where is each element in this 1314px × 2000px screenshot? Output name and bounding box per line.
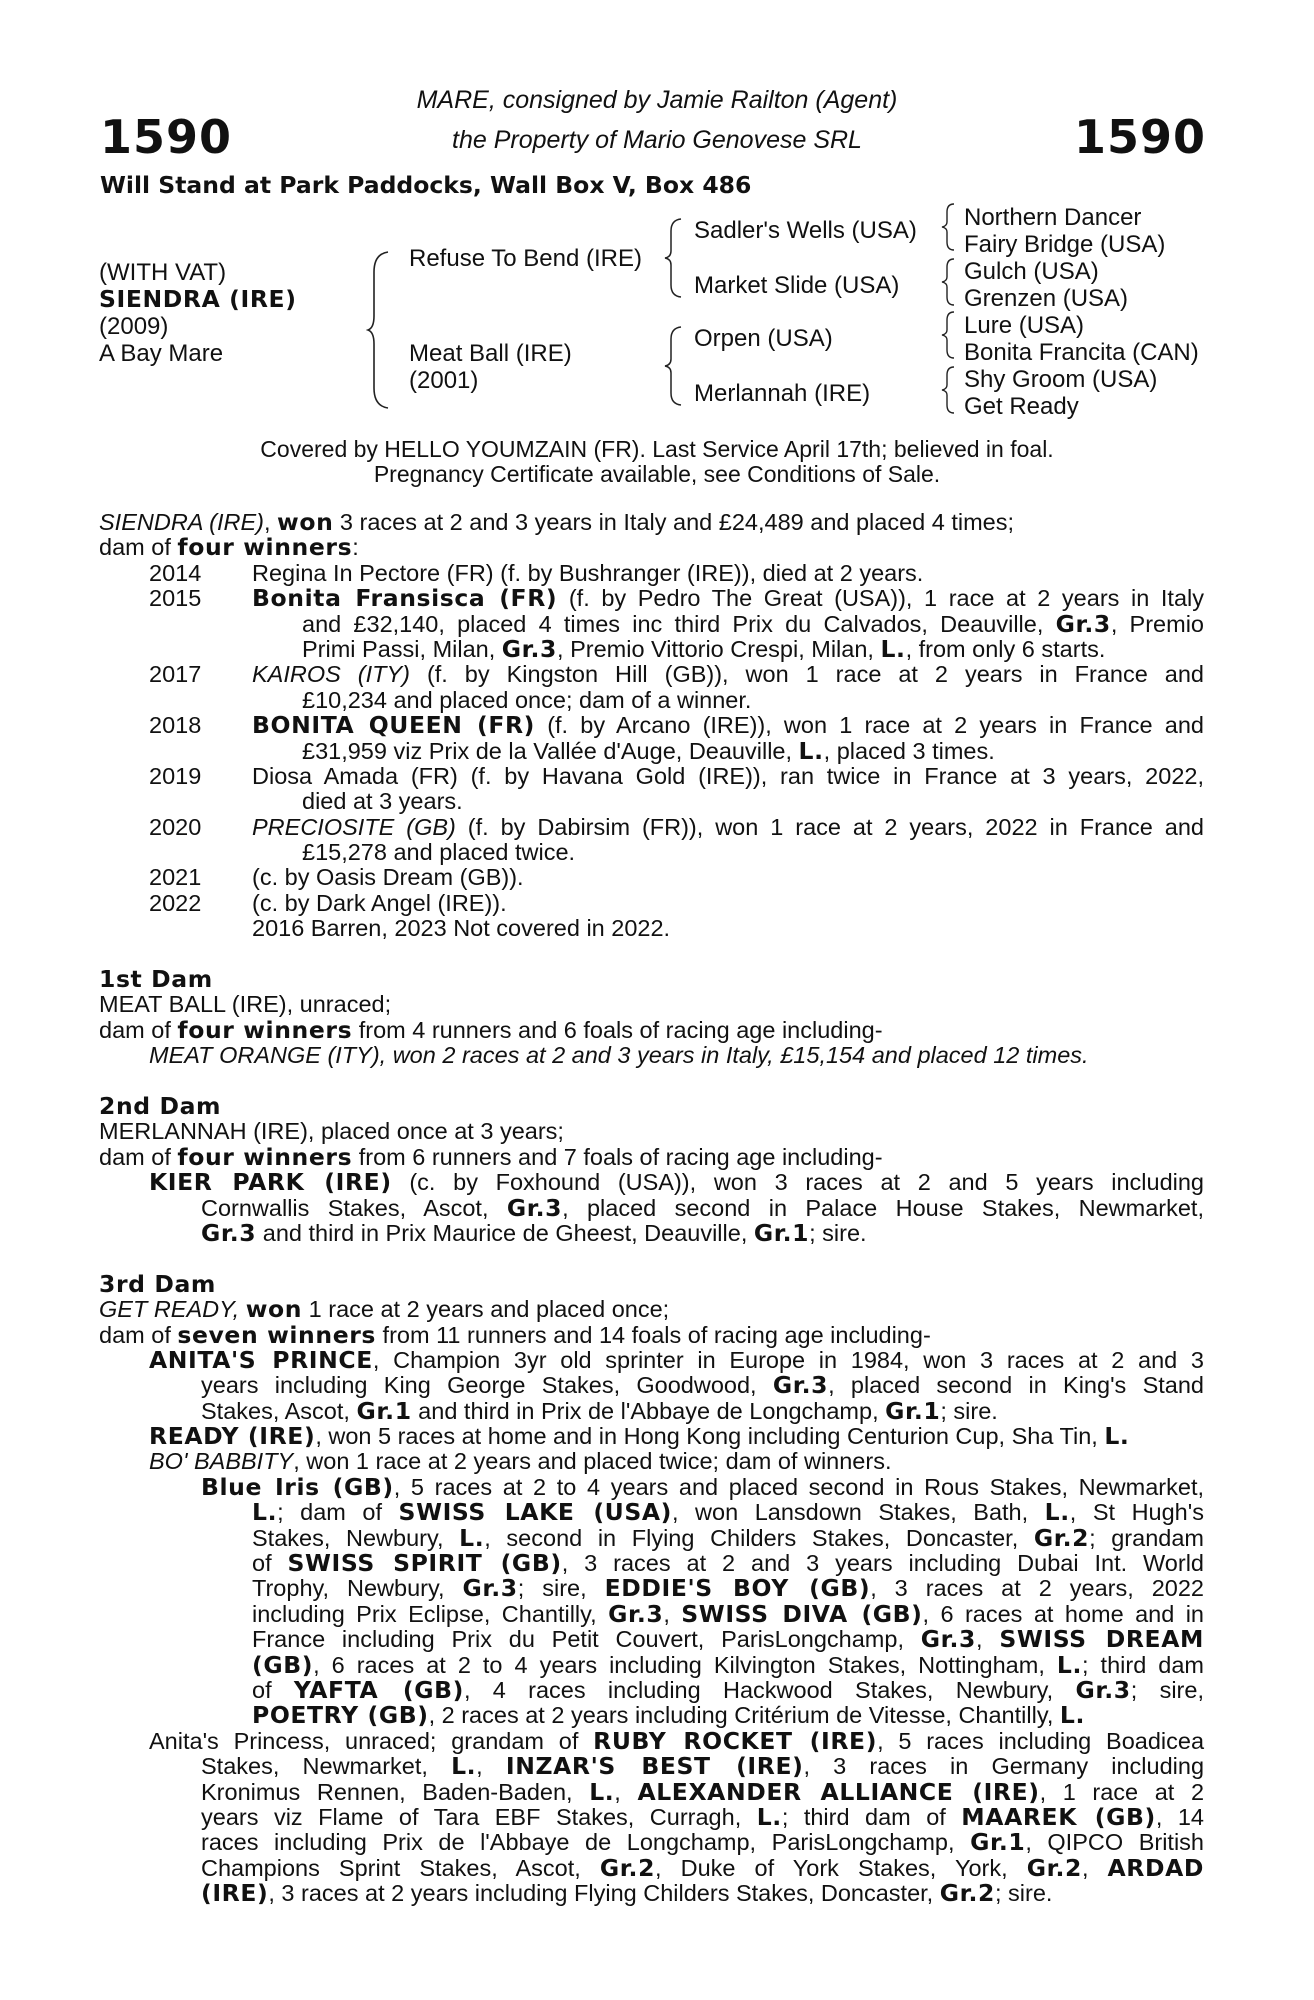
sire-sire: Sadler's Wells (USA) (694, 217, 917, 244)
produce-2019: 2019 Diosa Amada (FR) (f. by Havana Gold (IRE)), ran twice in France at 3 years, 2022, (149, 762, 1204, 789)
produce-barren-note: 2016 Barren, 2023 Not covered in 2022. (252, 915, 671, 942)
anitas-princess: Anita's Princess, unraced; grandam of RUBY ROCKET (IRE), 5 races including Boadicea (149, 1726, 1205, 1755)
blue-iris-line3: Stakes, Newbury, L., second in Flying Childers Stakes, Doncaster, Gr.2; grandam (252, 1523, 1204, 1552)
second-dam-kier-park: KIER PARK (IRE) (c. by Foxhound (USA)), won 3 races at 2 and 5 years including (149, 1168, 1204, 1197)
sire: Refuse To Bend (IRE) (409, 245, 643, 272)
third-dam-section (0, 1269, 1314, 1908)
first-dam-meat-orange: MEAT ORANGE (ITY), won 2 races at 2 and 3 years in Italy, £15,154 and placed 12 times. (149, 1042, 1089, 1069)
pregnancy-note: Pregnancy Certificate available, see Conditions of Sale. (373, 461, 941, 487)
ready-ire: READY (IRE), won 5 races at home and in Hong Kong including Centurion Cup, Sha Tin, L. (149, 1422, 1130, 1451)
ancestor-lure: Lure (USA) (964, 312, 1085, 339)
second-dam-line1: MERLANNAH (IRE), placed once at 3 years; (99, 1118, 564, 1145)
property-line: the Property of Mario Genovese SRL (452, 126, 862, 154)
brace-g1 (940, 202, 958, 252)
anitas-princess-line6: Champions Sprint Stakes, Ascot, Gr.2, Duke of York Stakes, York, Gr.2, ARDAD (201, 1853, 1204, 1882)
produce-2018-line2: £31,959 viz Prix de la Vallée d'Auge, Deauville, L., placed 3 times. (302, 736, 995, 765)
blue-iris-line5: Trophy, Newbury, Gr.3; sire, EDDIE'S BOY (GB), 3 races at 2 years, 2022 (252, 1574, 1205, 1603)
dam-dam: Merlannah (IRE) (694, 380, 871, 407)
produce-2015-line3: Primi Passi, Milan, Gr.3, Premio Vittorio Crespi, Milan, L., from only 6 starts. (302, 634, 1106, 663)
anitas-prince-line3: Stakes, Ascot, Gr.1 and third in Prix de l'Abbaye de Longchamp, Gr.1; sire. (201, 1396, 998, 1425)
covering-note: Covered by HELLO YOUMZAIN (FR). Last Service April 17th; believed in foal. (260, 436, 1054, 462)
blue-iris-line4: of SWISS SPIRIT (GB), 3 races at 2 and 3 years including Dubai Int. World (252, 1549, 1204, 1578)
sire-dam: Market Slide (USA) (694, 272, 900, 299)
ancestor-grenzen: Grenzen (USA) (964, 285, 1129, 312)
dam: Meat Ball (IRE) (409, 340, 572, 367)
bo-babbity: BO' BABBITY, won 1 race at 2 years and placed twice; dam of winners. (149, 1448, 892, 1475)
third-dam-line2: dam of seven winners from 11 runners and 14 foals of racing age including- (99, 1320, 931, 1349)
brace-g3 (940, 310, 958, 360)
ancestor-get-ready: Get Ready (964, 393, 1079, 420)
produce-2018: 2018 BONITA QUEEN (FR) (f. by Arcano (IRE)), won 1 race at 2 years in France and (149, 711, 1205, 740)
ancestor-fairy-bridge: Fairy Bridge (USA) (964, 231, 1166, 258)
produce-2021: 2021 (c. by Oasis Dream (GB)). (149, 864, 524, 891)
second-dam-section (0, 1091, 1314, 1247)
brace-sire-line (663, 217, 685, 299)
lot-number-left: 1590 (100, 110, 233, 164)
anitas-princess-line4: years viz Flame of Tara EBF Stakes, Curragh, L.; third dam of MAAREK (GB), 14 (201, 1802, 1204, 1831)
produce-record (0, 510, 1314, 942)
produce-2020: 2020 PRECIOSITE (GB) (f. by Dabirsim (FR)), won 1 race at 2 years, 2022 in France and (149, 813, 1204, 840)
anitas-prince: ANITA'S PRINCE, Champion 3yr old sprinter in Europe in 1984, won 3 races at 2 and 3 (149, 1345, 1204, 1374)
produce-intro: SIENDRA (IRE), won 3 races at 2 and 3 years in Italy and £24,489 and placed 4 times; (99, 508, 1015, 536)
brace-g2 (940, 257, 958, 307)
first-dam-section (0, 967, 1314, 1069)
dam-year: (2001) (409, 367, 479, 394)
anitas-princess-line5: races including Prix de l'Abbaye de Longchamp, ParisLongchamp, Gr.1, QIPCO British (201, 1828, 1204, 1857)
vat-note: (WITH VAT) (99, 259, 227, 286)
produce-2022: 2022 (c. by Dark Angel (IRE)). (149, 889, 507, 916)
third-dam-line1: GET READY, won 1 race at 2 years and placed once; (99, 1295, 670, 1324)
ancestor-northern-dancer: Northern Dancer (964, 204, 1142, 231)
ancestor-gulch: Gulch (USA) (964, 258, 1099, 285)
lot-number-right: 1590 (1073, 110, 1206, 164)
pedigree-brace-main (366, 250, 392, 410)
catalogue-body (0, 510, 1314, 1906)
horse-foaled: (2009) (99, 313, 169, 340)
anitas-princess-line3: Kronimus Rennen, Baden-Baden, L., ALEXANDER ALLIANCE (IRE), 1 race at 2 (201, 1777, 1205, 1806)
blue-iris-line9: of YAFTA (GB), 4 races including Hackwood Stakes, Newbury, Gr.3; sire, (252, 1675, 1204, 1704)
first-dam-line2: dam of four winners from 4 runners and 6 foals of racing age including- (99, 1015, 883, 1044)
produce-2015-line2: and £32,140, placed 4 times inc third Prix du Calvados, Deauville, Gr.3, Premio (302, 609, 1204, 638)
produce-2015: 2015 Bonita Fransisca (FR) (f. by Pedro The Great (USA)), 1 race at 2 years in Italy (149, 584, 1205, 613)
second-dam-kier-park-line3: Gr.3 and third in Prix Maurice de Gheest, Deauville, Gr.1; sire. (201, 1218, 867, 1247)
blue-iris-line2: L.; dam of SWISS LAKE (USA), won Lansdown Stakes, Bath, L., St Hugh's (252, 1498, 1204, 1527)
blue-iris: Blue Iris (GB), 5 races at 2 to 4 years and placed second in Rous Stakes, Newmarket, (201, 1472, 1204, 1501)
anitas-princess-line7: (IRE), 3 races at 2 years including Flying Childers Stakes, Doncaster, Gr.2; sire. (201, 1879, 1053, 1908)
second-dam-line2: dam of four winners from 6 runners and 7 foals of racing age including- (99, 1142, 883, 1171)
consignor-line: MARE, consigned by Jamie Railton (Agent) (416, 86, 898, 114)
produce-2017-line2: £10,234 and placed once; dam of a winner. (302, 686, 752, 713)
first-dam-line1: MEAT BALL (IRE), unraced; (99, 991, 392, 1018)
produce-2017: 2017 KAIROS (ITY) (f. by Kingston Hill (GB)), won 1 race at 2 years in France and (149, 661, 1204, 688)
ancestor-bonita-francita: Bonita Francita (CAN) (964, 339, 1199, 366)
first-dam-heading: 1st Dam (99, 965, 213, 994)
third-dam-heading: 3rd Dam (99, 1269, 216, 1298)
blue-iris-line8: (GB), 6 races at 2 to 4 years including Kilvington Stakes, Nottingham, L.; third dam (252, 1650, 1204, 1679)
blue-iris-line6: including Prix Eclipse, Chantilly, Gr.3, SWISS DIVA (GB), 6 races at home and in (252, 1599, 1204, 1628)
produce-dam-of: dam of four winners: (99, 533, 359, 562)
second-dam-heading: 2nd Dam (99, 1091, 222, 1120)
brace-g4 (940, 365, 958, 415)
ancestor-shy-groom: Shy Groom (USA) (964, 366, 1158, 393)
produce-2019-line2: died at 3 years. (302, 788, 463, 815)
produce-2020-line2: £15,278 and placed twice. (302, 839, 576, 866)
horse-description: A Bay Mare (99, 340, 224, 367)
stand-location: Will Stand at Park Paddocks, Wall Box V, Box 486 (100, 171, 752, 199)
produce-2014: 2014 Regina In Pectore (FR) (f. by Bushranger (IRE)), died at 2 years. (149, 559, 924, 586)
anitas-princess-line2: Stakes, Newmarket, L., INZAR'S BEST (IRE), 3 races in Germany including (201, 1752, 1205, 1781)
second-dam-kier-park-line2: Cornwallis Stakes, Ascot, Gr.3, placed second in Palace House Stakes, Newmarket, (201, 1193, 1204, 1222)
dam-sire: Orpen (USA) (694, 325, 833, 352)
anitas-prince-line2: years including King George Stakes, Goodwood, Gr.3, placed second in King's Stand (201, 1371, 1204, 1400)
blue-iris-line10: POETRY (GB), 2 races at 2 years including Critérium de Vitesse, Chantilly, L. (252, 1701, 1085, 1730)
horse-name: SIENDRA (IRE) (99, 285, 297, 313)
brace-dam-line (663, 325, 685, 407)
blue-iris-line7: France including Prix du Petit Couvert, ParisLongchamp, Gr.3, SWISS DREAM (252, 1625, 1204, 1654)
